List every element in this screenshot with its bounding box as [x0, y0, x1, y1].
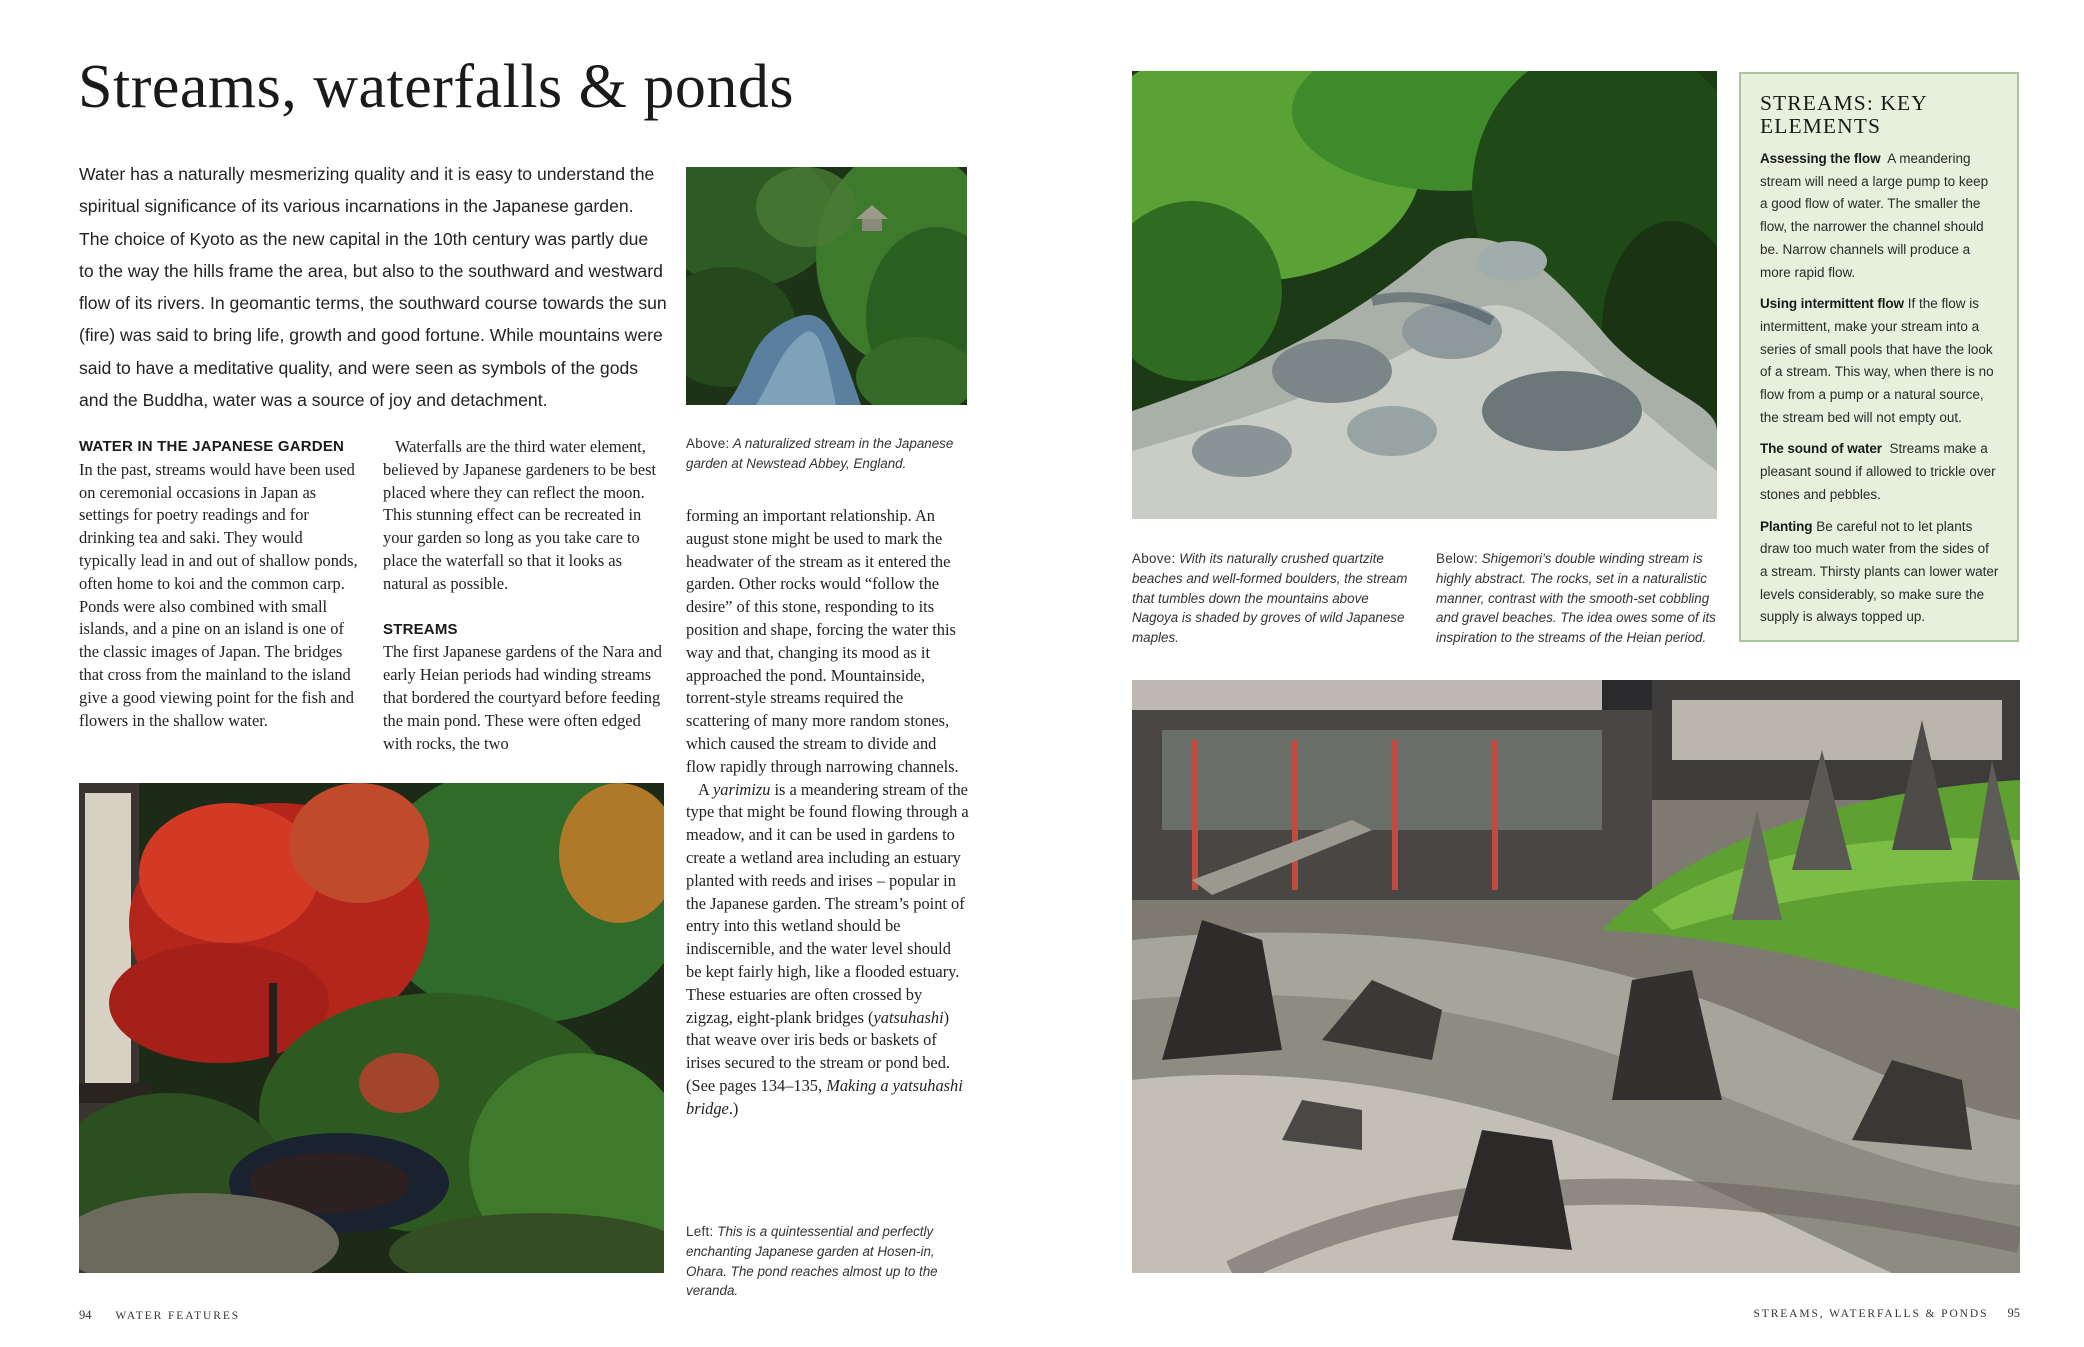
body-text-run: is a meandering stream of the type that might be found flowing through a meadow, and it can be used in gardens to create a wetland area including an estuary planted with reeds and irises – popular in the Japanese garden. The stream’s point of entry into this wetland should be indiscernible, and the water level should be kept fairly high, like a flooded estuary. These estuaries are often crossed by zigzag, eight-plank bridges ( — [686, 779, 969, 1027]
cross-reference: Making a yatsuhashi bridge — [686, 1075, 963, 1118]
body-text-run: A — [698, 779, 714, 799]
page-number: 94 — [79, 1308, 92, 1322]
body-text: forming an important relationship. An august stone might be used to mark the headwater of the stream as it entered the garden. Other rocks would “follow the desire” of this stone, responding to its position and shape, forcing the water this way and that, changing its mood as it approached the pond. Mountainside, torrent-style streams required the scattering of many more random stones, which caused the stream to divide and flow rapidly through narrowing channels. — [686, 506, 959, 776]
running-head: WATER FEATURES — [115, 1310, 241, 1322]
sidebar-item-text: Be careful not to let plants draw too much water from the sides of a stream. Thirsty plants can lower water levels considerably, so make sure the supply is always topped up. — [1760, 518, 1999, 625]
sidebar-item — [1760, 148, 1999, 284]
photo-shigemori-stream — [1132, 680, 2020, 1273]
caption-newstead — [686, 434, 976, 474]
column-3 — [686, 505, 969, 1121]
photo-hosen-in-garden — [79, 783, 664, 1273]
sidebar-item — [1760, 516, 1999, 630]
caption-hosen-in — [686, 1222, 976, 1301]
page-number: 95 — [2007, 1306, 2020, 1320]
body-text — [686, 779, 969, 1121]
caption-label: Above: — [686, 436, 730, 451]
column-2 — [383, 436, 666, 755]
sidebar-item-text: If the flow is intermittent, make your stream into a series of small pools that have the look of a stream. This way, when there is no flow from a pump or a natural source, the stream bed will not empty out. — [1760, 296, 1994, 425]
body-text-run: .) — [728, 1098, 739, 1118]
body-text: The first Japanese gardens of the Nara and early Heian periods had winding streams that bordered the courtyard before feeding the main pond. These were often edged with rocks, the two — [383, 642, 662, 753]
caption-nagoya — [1132, 549, 1412, 648]
caption-text: With its naturally crushed quartzite beaches and well-formed boulders, the stream that tumbles down the mountains above Nagoya is shaded by groves of wild Japanese maples. — [1132, 551, 1408, 646]
photo-newstead-stream — [686, 167, 967, 405]
caption-text: This is a quintessential and perfectly enchanting Japanese garden at Hosen-in, Ohara. The pond reaches almost up to the veranda. — [686, 1224, 938, 1299]
sidebar-item-label: Assessing the flow — [1760, 151, 1881, 166]
sidebar-item-label: Using intermittent flow — [1760, 296, 1904, 312]
sidebar-title: STREAMS: KEY ELEMENTS — [1760, 91, 1928, 138]
running-head: STREAMS, WATERFALLS & PONDS — [1753, 1308, 1989, 1320]
footer-left — [79, 1308, 240, 1323]
sidebar-item — [1760, 438, 1999, 506]
column-1 — [79, 436, 359, 732]
term-yatsuhashi: yatsuhashi — [873, 1007, 944, 1027]
footer-right — [1753, 1306, 2020, 1321]
term-yarimizu: yarimizu — [713, 779, 771, 799]
sidebar-item-label: The sound of water — [1760, 441, 1882, 457]
caption-label: Below: — [1436, 551, 1478, 566]
body-text: Waterfalls are the third water element, believed by Japanese gardeners to be best placed where they can reflect the moon. This stunning effect can be recreated in your garden so long as you take care to place the waterfall so that it looks as natural as possible. — [383, 437, 657, 593]
caption-text: Shigemori’s double winding stream is highly abstract. The rocks, set in a naturalistic manner, contrast with the smooth-set cobbling and gravel beaches. The idea owes some of its inspiration to the streams of the Heian period. — [1436, 551, 1716, 646]
intro-paragraph: Water has a naturally mesmerizing quality and it is easy to understand the spiritual significance of its various incarnations in the Japanese garden. The choice of Kyoto as the new capital in the 10th century was partly due to the way the hills frame the area, but also to the southward and westward flow of its rivers. In geomantic terms, the southward course towards the sun (fire) was said to bring life, growth and good fortune. While mountains were said to have a meditative quality, and were seen as symbols of the gods and the Buddha, water was a source of joy and detachment. — [79, 164, 667, 411]
page-title: Streams, waterfalls & ponds — [78, 53, 795, 121]
sidebar-item-text: Streams make a pleasant sound if allowed to trickle over stones and pebbles. — [1760, 441, 1996, 502]
body-text: In the past, streams would have been used on ceremonial occasions in Japan as settings for poetry readings and for drinking tea and saki. They would typically lead in and out of shallow ponds, often home to koi and the common carp. Ponds were also combined with small islands, and a pine on an island is one of the classic images of Japan. The bridges that cross from the mainland to the island give a good viewing point for the fish and flowers in the shallow water. — [79, 459, 358, 730]
sidebar-key-elements — [1739, 72, 2019, 642]
caption-text: A naturalized stream in the Japanese garden at Newstead Abbey, England. — [686, 436, 954, 471]
sidebar-item-text: A meandering stream will need a large pump to keep a good flow of water. The smaller the flow, the narrower the channel should be. Narrow channels will produce a more rapid flow. — [1760, 151, 1989, 280]
caption-label: Left: — [686, 1224, 714, 1239]
sidebar-item — [1760, 293, 1999, 429]
photo-nagoya-stream — [1132, 71, 1717, 519]
caption-shigemori — [1436, 549, 1721, 648]
caption-label: Above: — [1132, 551, 1176, 566]
body-text-run: ) that weave over iris beds or baskets of irises secured to the stream or pond bed. (See pages 134–135, — [686, 1007, 950, 1095]
section-heading-streams: STREAMS — [383, 620, 458, 638]
section-heading-water: WATER IN THE JAPANESE GARDEN — [79, 438, 345, 455]
sidebar-item-label: Planting — [1760, 518, 1813, 534]
